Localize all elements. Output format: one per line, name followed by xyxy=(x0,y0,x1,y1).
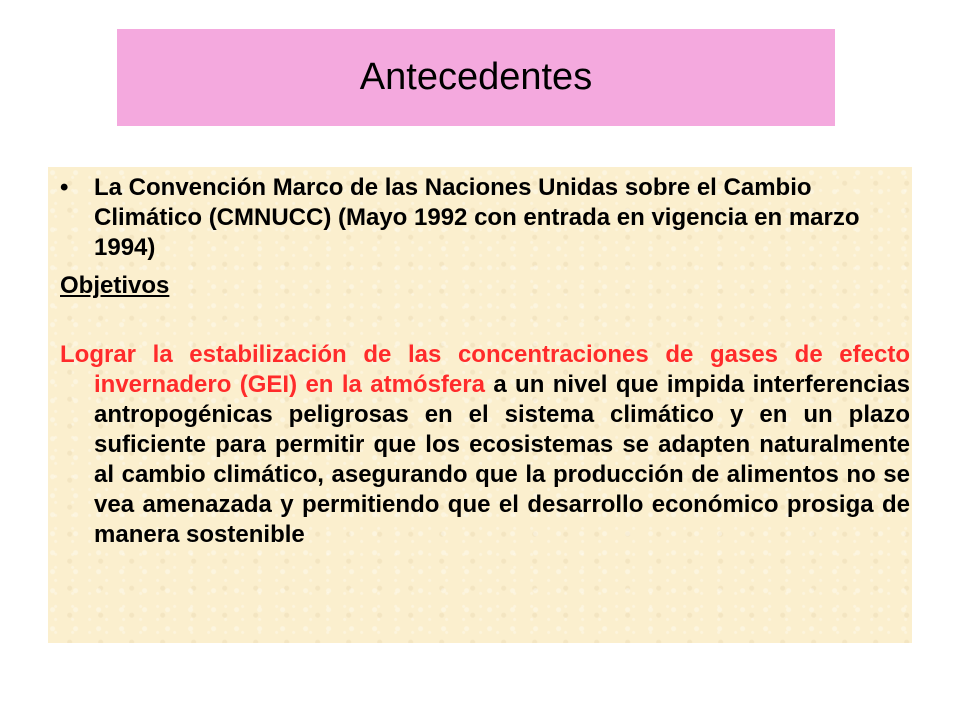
slide-title: Antecedentes xyxy=(359,56,593,98)
objective-paragraph xyxy=(60,340,910,550)
bullet-item xyxy=(60,173,892,263)
content-panel xyxy=(48,167,912,643)
objective-rest: a un nivel que impida interferencias antropogénicas peligrosas en el sistema climático y en un plazo suficiente para permitir que los ecosistemas se adapten naturalmente al cambio climático, asegurando que la producción de alimentos no se vea amenazada y permitiendo que el desarrollo económico prosiga de manera sostenible xyxy=(94,371,910,548)
bullet-icon: • xyxy=(60,174,69,201)
slide-title-box xyxy=(117,29,835,126)
objective-highlight: Lograr la estabilización de las concentraciones de gases de efecto invernadero (GEI) en la atmósfera xyxy=(60,341,910,398)
objetivos-heading: Objetivos xyxy=(60,272,170,299)
bullet-text: La Convención Marco de las Naciones Unidas sobre el Cambio Climático (CMNUCC) (Mayo 1992 con entrada en vigencia en marzo 1994) xyxy=(94,174,860,261)
